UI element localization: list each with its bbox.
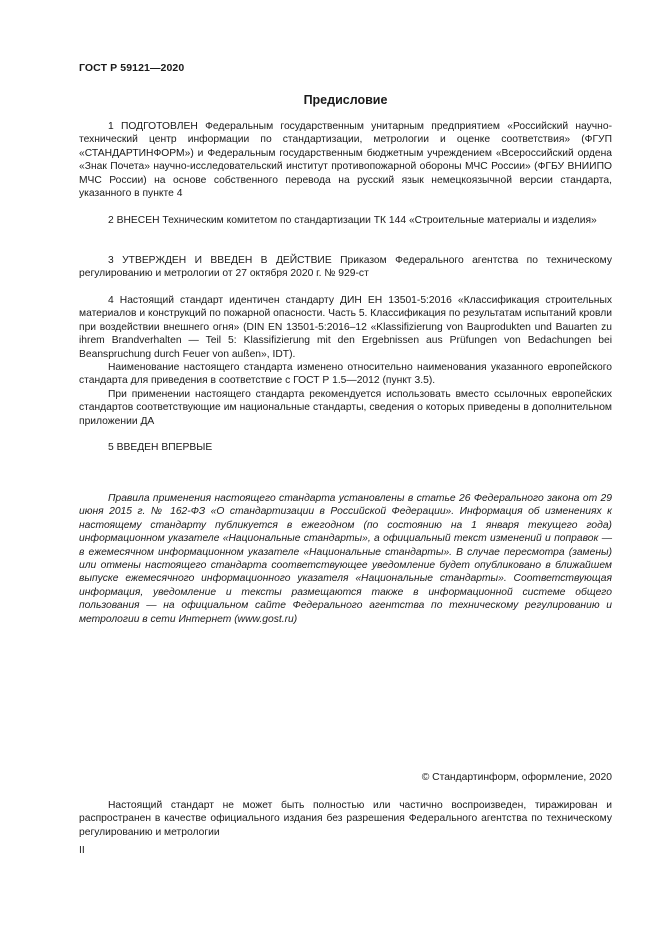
item-1-prepared: 1 ПОДГОТОВЛЕН Федеральным государственным унитарным предприятием «Российский научно-технический центр информации по стандартизации, метрологии и оценке соответствия» (ФГУП «СТАНДАРТИНФОРМ») и Федеральным государственным бюджетным учреждением «Всероссийский ордена «Знак Почета» научно-исследовательский институт противопожарной обороны МЧС России» (ФГБУ ВНИИПО МЧС России) на основе собственного перевода на русский язык немецкоязычной версии стандарта, указанного в пункте 4 [79,121,612,200]
rules-notice: Правила применения настоящего стандарта установлены в статье 26 Федерального закона от 29 июня 2015 г. № 162-ФЗ «О стандартизации в Российской Федерации». Информация об изменениях к настоящему стандарту публикуется в ежегодном (по состоянию на 1 января текущего года) информационном указателе «Национальные стандарты», а официальный текст изменений и поправок — в ежемесячном информационном указателе «Национальные стандарты». В случае пересмотра (замены) или отмены настоящего стандарта соответствующее уведомление будет опубликовано в ближайшем выпуске ежемесячного информационного указателя «Национальные стандарты». Соответствующая информация, уведомление и тексты размещаются также в информационной системе общего пользования — на официальном сайте Федерального агентства по техническому регулированию и метрологии в сети Интернет (www.gost.ru) [79,493,612,625]
standard-id-header: ГОСТ Р 59121—2020 [79,62,185,74]
page-title: Предисловие [303,93,388,107]
item-3-approved: 3 УТВЕРЖДЕН И ВВЕДЕН В ДЕЙСТВИЕ Приказом Федерального агентства по техническому регулированию и метрологии от 27 октября 2020 г. № 929-ст [79,255,612,280]
item-4-application-note: При применении настоящего стандарта рекомендуется использовать вместо ссылочных европейских стандартов соответствующие им национальные стандарты, сведения о которых приведены в дополнительном приложении ДА [79,389,612,427]
item-4-identical: 4 Настоящий стандарт идентичен стандарту ДИН ЕН 13501-5:2016 «Классификация строительных материалов и конструкций по пожарной опасности. Часть 5. Классификация по результатам испытаний кровли при воздействии внешнего огня» (DIN EN 13501-5:2016–12 «Klassifizierung von Bauprodukten und Bauarten zu ihrem Brandverhalten — Teil 5: Klassifizierung mit den Ergebnissen aus Prüfungen von Bedachungen bei Beanspruchung durch Feuer von außen», IDT). [79,295,612,360]
reproduction-notice: Настоящий стандарт не может быть полностью или частично воспроизведен, тиражирован и распространен в качестве официального издания без разрешения Федерального агентства по техническому регулированию и метрологии [79,800,612,838]
page-number: II [79,845,85,856]
item-2-introduced: 2 ВНЕСЕН Техническим комитетом по стандартизации ТК 144 «Строительные материалы и изделия» [108,215,597,226]
item-5-first-introduced: 5 ВВЕДЕН ВПЕРВЫЕ [108,442,213,453]
item-4-name-note: Наименование настоящего стандарта изменено относительно наименования указанного европейского стандарта для приведения в соответствие с ГОСТ Р 1.5—2012 (пункт 3.5). [79,362,612,387]
copyright-line: © Стандартинформ, оформление, 2020 [421,772,612,783]
